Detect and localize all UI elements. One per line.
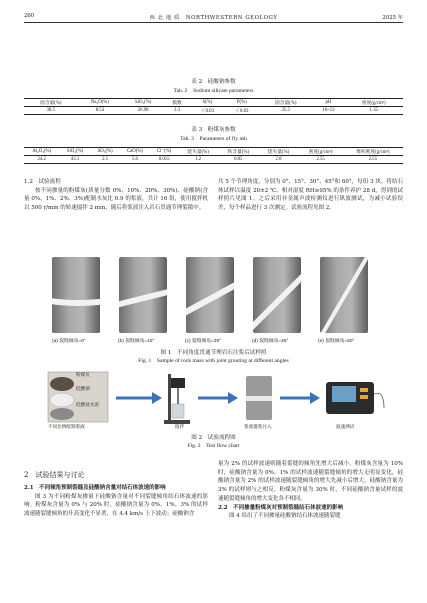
table3-header-row	[24, 148, 403, 156]
table2-header: Na₂O(%)	[77, 99, 122, 107]
table3-header: SiO₂(%)	[59, 148, 90, 156]
table3-cell: 2.1	[91, 156, 120, 164]
grout-joint	[246, 396, 272, 401]
paragraph: 共 5 个节理角度，分别为 0°、15°、30°、45°和 60°，每组 3 块。将结石体试样以温度 20±2 ℃、相对湿度 RH≥95% 的条件养护 28 d，得到的试样照片见图 1。之后采用非金属声波检测仪进行纵波测试，为减小试验误差，每个样品进行 3 次测定。试验流程见图 2。	[218, 179, 403, 212]
table3-header: Cl⁻(%)	[150, 148, 178, 156]
figure1-subcaption: (e) 裂缝倾角=60°	[318, 339, 355, 344]
figure1-subcaption: (a) 裂缝倾角=0°	[52, 339, 86, 344]
table2-caption-cn: 表 2 硅酸钠参数	[191, 79, 236, 85]
label-silicate: 硅酸钠	[76, 387, 90, 392]
table2-caption-en: Tab. 2 Sodium silicate parameters	[173, 88, 254, 94]
left-column-bottom	[24, 460, 208, 519]
section-title-2: 2 试验结果与讨论	[24, 471, 85, 479]
table2-row	[24, 107, 403, 115]
figure2-caption-cn: 图 2 试验流程图	[191, 435, 236, 441]
table2-cell: ＜0.03	[225, 107, 259, 115]
table3-cell: 2.55	[343, 156, 403, 164]
right-column-bottom	[218, 460, 403, 521]
page-number: 260	[24, 13, 35, 19]
table2-cell: 1.35	[344, 107, 403, 115]
table3-cell: 0.015	[150, 156, 178, 164]
mixer-stand	[168, 374, 171, 422]
tester-button	[360, 395, 368, 399]
table3-caption-cn: 表 3 粉煤灰参数	[191, 127, 236, 133]
label-fly-ash: 粉煤灰	[76, 373, 90, 378]
rock-sample-15deg	[104, 257, 184, 333]
table3-cell: 1.2	[178, 156, 218, 164]
table3-header: 铁含量(%)	[218, 148, 258, 156]
paragraph: 按不同掺量的粉煤灰(质量分数 0%、10%、20%、30%)、硅酸钠(含量 0%、1%、2%、3%)配制水灰比 0.9 的浆液，共计 16 组，使用搅拌机以 500 r/min 的转速搅拌 2 min，随后将浆液注入岩石贯通节理裂隙中。	[24, 187, 208, 212]
running-header	[24, 13, 403, 23]
table2-cell: 10~13	[312, 107, 344, 115]
figure2-caption-en: Fig. 2 Test flow chart	[187, 443, 240, 449]
table3-cell: 2.55	[299, 156, 343, 164]
silicate-sample	[50, 393, 74, 407]
table2-cell: 3.3	[164, 107, 190, 115]
table2-header: 密度(g/cm³)	[344, 99, 403, 107]
rock-sample-0deg	[44, 257, 114, 333]
table3-header: Al₂O₃(%)	[24, 148, 59, 156]
cement-sample	[50, 408, 74, 420]
mixer-motor	[171, 378, 185, 388]
label-inject: 浆液灌浆注入	[244, 425, 272, 430]
table2-header: SiO₂(%)	[122, 99, 163, 107]
tester-cable	[374, 393, 384, 408]
mixing-beaker	[172, 404, 184, 418]
table3-cell: 43.1	[59, 156, 90, 164]
table3-header: 密度(g/cm³)	[299, 148, 343, 156]
paragraph: 图 4 给出了不同掺量硅酸钠结石体波速随裂缝	[229, 513, 341, 520]
figure1-photos	[44, 253, 384, 349]
paragraph: 图 3 为不同粉煤灰掺量下硅酸钠含量对不同裂缝倾角结石体波速的影响。粉煤灰含量为 0% 与 20% 时，硅酸钠含量为 0%、1%、3% 的试样波速随裂缝倾角的升高变化不显著，在 4.4 km/s 上下波动；硅酸钠含	[24, 493, 208, 517]
table2-cell: ＜0.03	[190, 107, 224, 115]
paragraph: 量为 2% 的试样波速则随着裂缝的倾角先增大后减小。粉煤灰含量为 10% 时，硅酸钠含量为 0%、1% 的试样波速随裂缝倾角的增大无明显变化，硅酸钠含量为 2% 的试样波速随裂缝倾角的增大先减小后增大，硅酸钠含量为 3% 的试样则与之相反。粉煤灰含量为 30% 时，不同硅酸钠含量试样的波速随裂缝倾角的增大变化各不相同。	[218, 461, 403, 502]
table3	[24, 147, 403, 164]
subsection-2-2: 2.2 不同掺量粉煤灰对预制裂缝结石体波速的影响	[218, 504, 344, 511]
table3-cell: 24.2	[24, 156, 59, 164]
table2-header: S(%)	[190, 99, 224, 107]
table2-cell: 38.5	[24, 107, 77, 115]
figure2-flowchart	[40, 370, 390, 430]
fly-ash-sample	[50, 377, 74, 391]
journal-title: 西 北 地 质 NORTHWESTERN GEOLOGY	[149, 15, 278, 21]
label-cement: 硅酸盐水泥	[76, 403, 99, 408]
flow-arrow-head	[228, 392, 238, 404]
table2-cell: 8.53	[77, 107, 122, 115]
table2-header: pH	[312, 99, 344, 107]
label-stir: 搅拌	[175, 425, 185, 430]
rock-sample-45deg	[244, 257, 312, 339]
table2-header: 固含量(%)	[24, 99, 77, 107]
tester-screen	[332, 386, 356, 402]
right-column-top	[218, 178, 403, 213]
table3-row	[24, 156, 403, 164]
table2-cell: 26.98	[122, 107, 163, 115]
figure1-caption-en: Fig. 1 Sample of rock mass with joint grouting at different angles	[138, 358, 289, 364]
table2-cell: 35.5	[259, 107, 312, 115]
table3-caption-en: Tab. 3 Parameters of fly ash	[180, 136, 247, 142]
section-heading-1-2: 1.2 试验流程	[24, 179, 61, 185]
flow-arrow-head	[310, 392, 320, 404]
table2-header: P(%)	[225, 99, 259, 107]
figure1-caption-cn: 图 1 不同角度贯通节理岩石注浆后试样照	[160, 350, 267, 356]
label-test: 波速测试	[336, 425, 355, 430]
table3-header: CaO(%)	[120, 148, 151, 156]
journal-year: 2025 年	[382, 15, 403, 21]
flow-arrow-head	[152, 392, 162, 404]
table3-cell: 5.6	[120, 156, 151, 164]
subsection-2-1: 2.1 不同倾角预制裂缝及硅酸钠含量对结石体波速的影响	[24, 485, 166, 491]
label-mix: 不同比例配制浆液	[48, 425, 85, 430]
rock-sample-60deg	[316, 253, 374, 349]
table3-cell: 2.8	[258, 156, 298, 164]
table3-header: SO₃(%)	[91, 148, 120, 156]
table2-header-row	[24, 99, 403, 107]
table3-cell: 0.85	[218, 156, 258, 164]
table3-header: 烧失量(%)	[258, 148, 298, 156]
table3-header: 堆积密度(g/cm³)	[343, 148, 403, 156]
figure1-subcaption: (b) 裂缝倾角=15°	[118, 339, 155, 344]
table2-header: 固含量(%)	[259, 99, 312, 107]
figure1-subcaption: (d) 裂缝倾角=45°	[252, 339, 289, 344]
table2	[24, 98, 403, 115]
rock-sample-30deg	[174, 257, 244, 333]
table3-header: 烧失量(%)	[178, 148, 218, 156]
tester-button	[360, 388, 368, 392]
figure1-subcaption: (c) 裂缝倾角=30°	[185, 339, 222, 344]
table2-header: 模数	[164, 99, 190, 107]
left-column-top	[24, 178, 208, 213]
